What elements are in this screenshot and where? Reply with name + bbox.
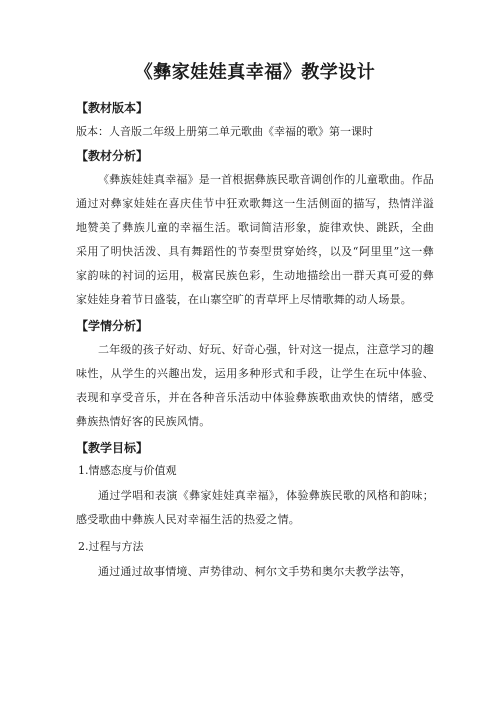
section-heading-learner-analysis: 【学情分析】	[76, 319, 149, 333]
objective-2-title: 2.过程与方法	[78, 540, 144, 553]
learner-analysis-paragraph: 二年级的孩子好动、好玩、好奇心强，针对这一提点，注意学习的趣味性，从学生的兴趣出发，运用多种形式和手段，让学生在玩中体验、表现和享受音乐，并在各种音乐活动中体验彝族歌曲欢快的情绪，感受彝族热情好客的民族风情。	[76, 343, 434, 428]
edition-text: 版本：人音版二年级上册第二单元歌曲《幸福的歌》第一课时	[76, 125, 373, 138]
section-heading-material-analysis: 【教材分析】	[76, 149, 149, 163]
objective-2-paragraph: 通过通过故事情境、声势律动、柯尔文手势和奥尔夫教学法等，	[98, 565, 412, 578]
section-heading-edition: 【教材版本】	[76, 101, 149, 115]
objective-1-title: 1.情感态度与价值观	[78, 464, 177, 477]
material-analysis-paragraph: 《彝族娃娃真幸福》是一首根据彝族民歌音调创作的儿童歌曲。作品通过对彝家娃娃在喜庆佳节中狂欢歌舞这一生活侧面的描写，热情洋溢地赞美了彝族儿童的幸福生活。歌词简洁形象，旋律欢快、跳跃，全曲采用了明快活泼、具有舞蹈性的节奏型贯穿始终，以及“阿里里”这一彝家韵味的衬词的运用，极富民族色彩，生动地描绘出一群天真可爱的彝家娃娃身着节日盛装，在山寨空旷的青草坪上尽情歌舞的动人场景。	[76, 173, 434, 306]
document-title: 《彝家娃娃真幸福》教学设计	[134, 62, 376, 83]
objective-1-paragraph: 通过学唱和表演《彝家娃娃真幸福》，体验彝族民歌的风格和韵味；感受歌曲中彝族人民对幸福生活的热爱之情。	[76, 489, 434, 526]
section-heading-objectives: 【教学目标】	[76, 441, 149, 455]
